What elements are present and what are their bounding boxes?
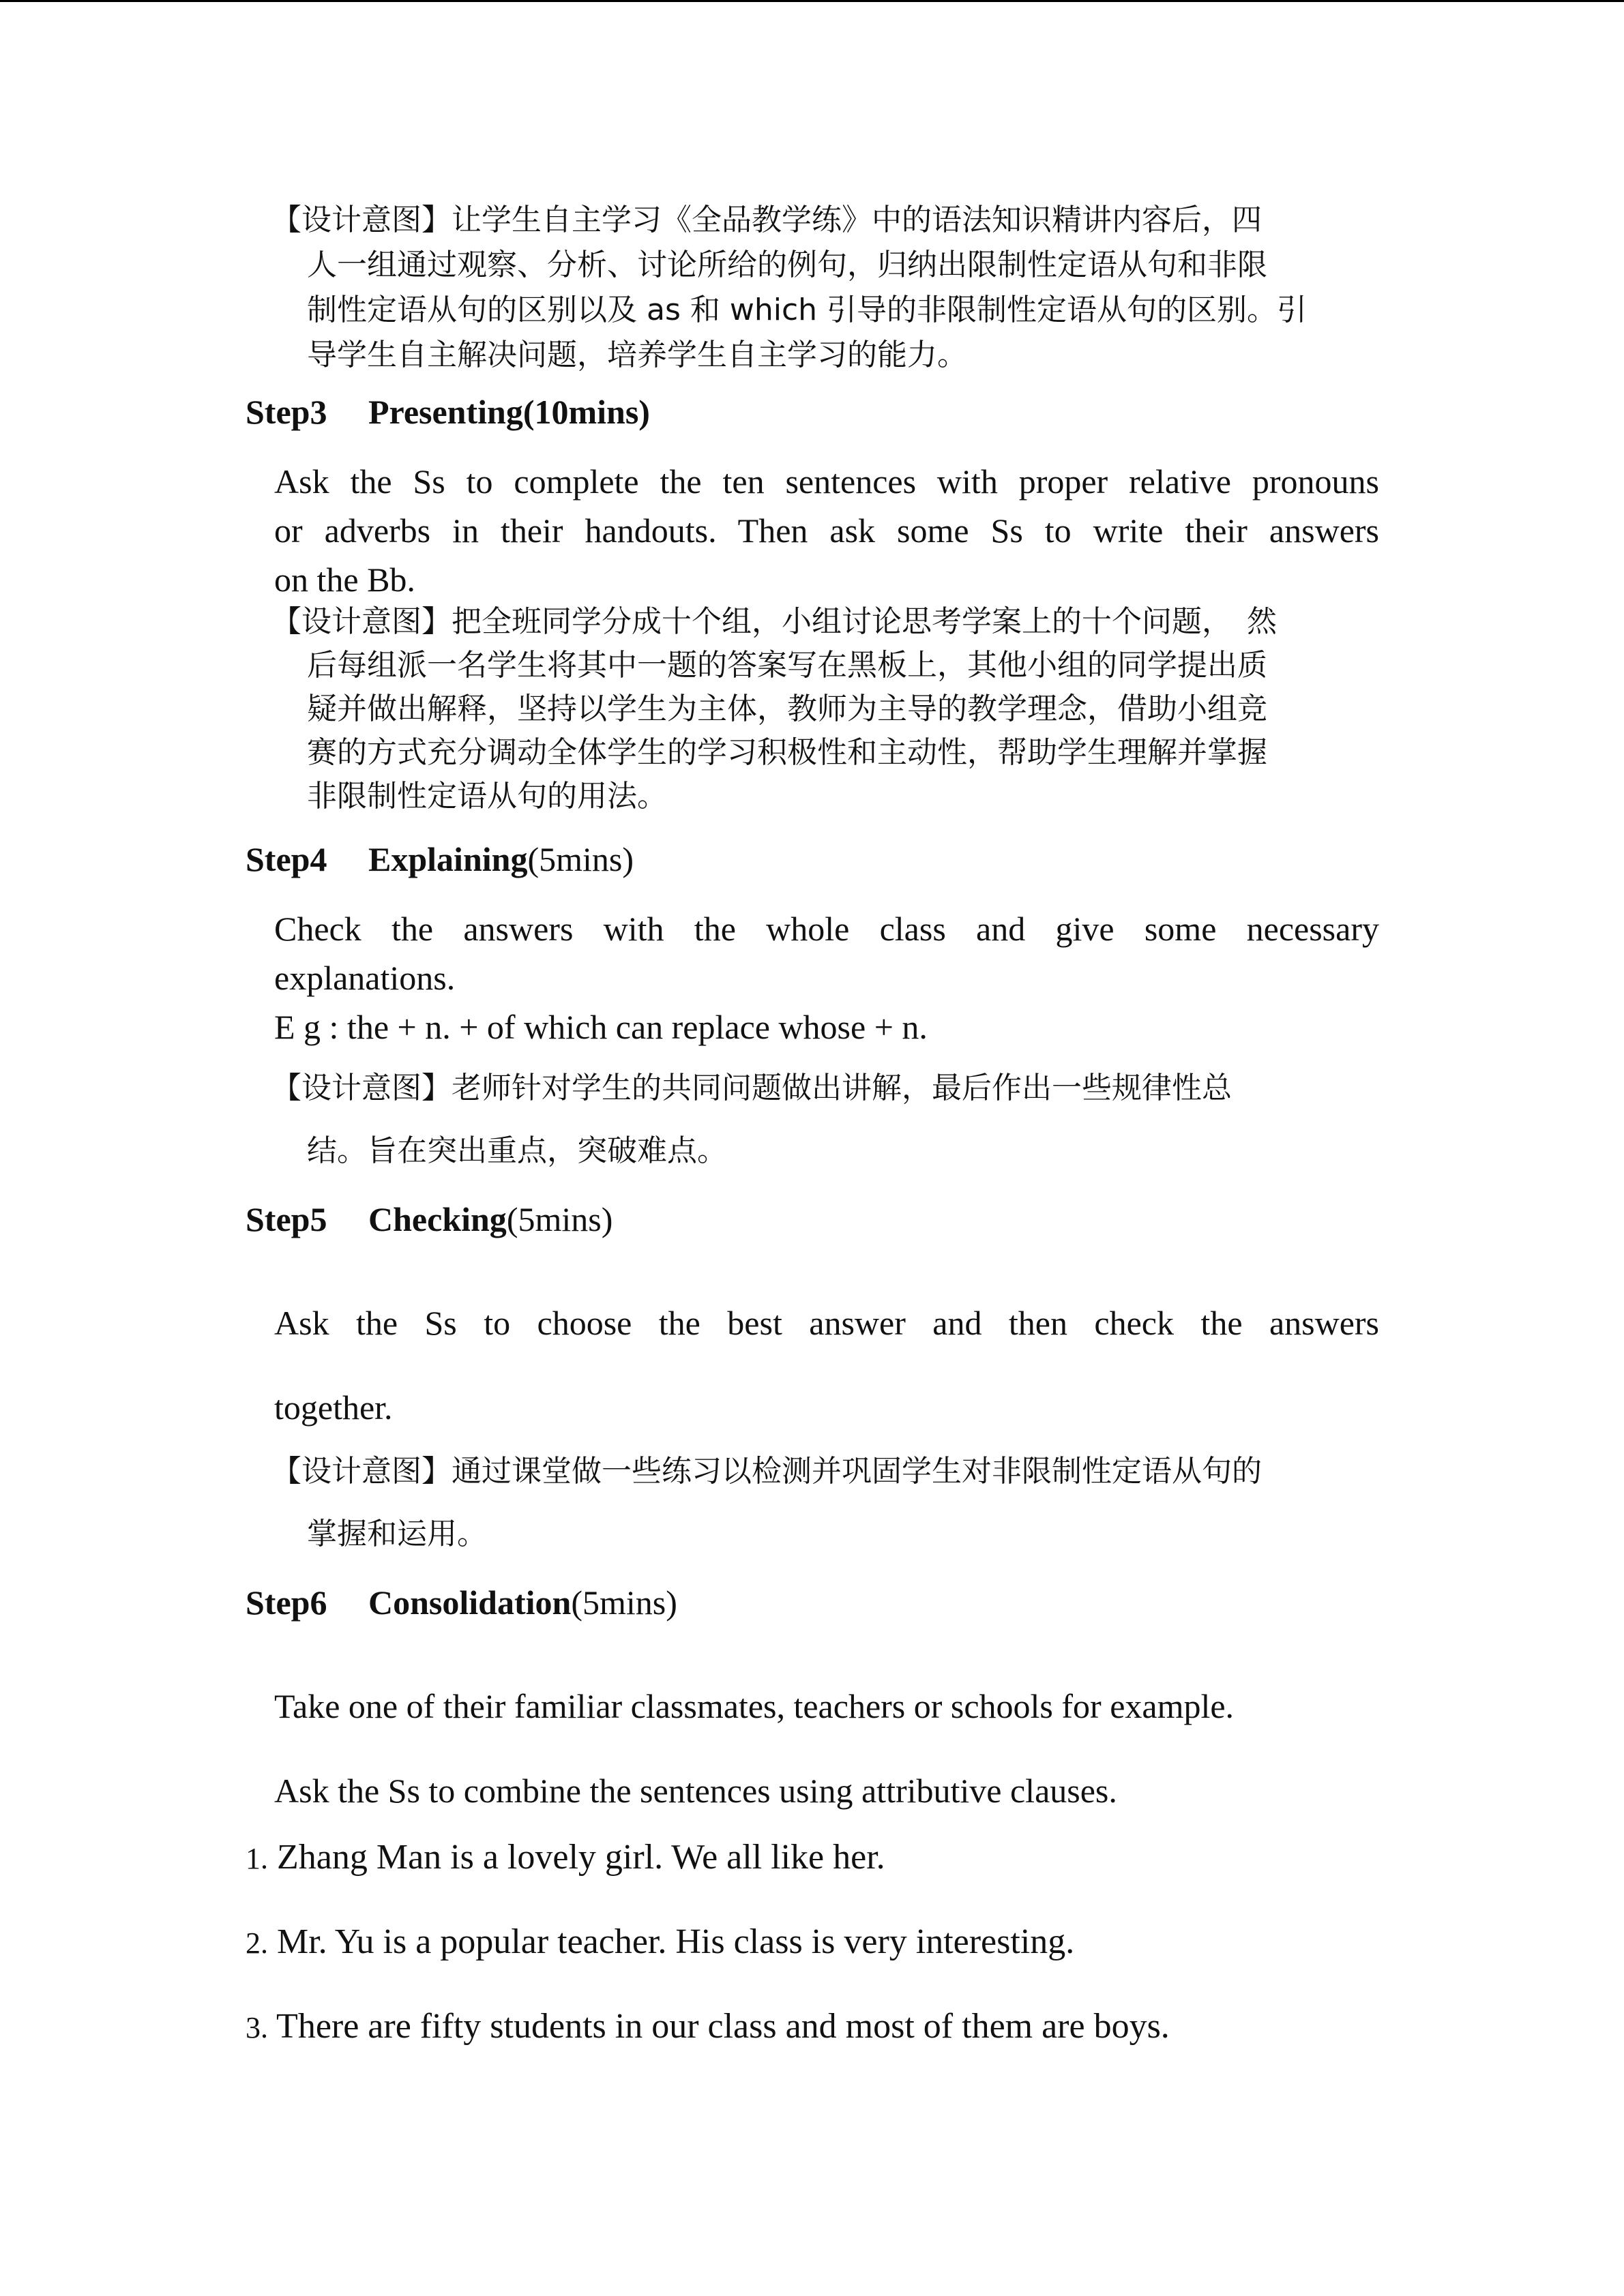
intent-line: 【设计意图】老师针对学生的共同问题做出讲解，最后作出一些规律性总 — [271, 1071, 1232, 1105]
exercise-number: 1. — [246, 1842, 268, 1875]
body-line: Take one of their familiar classmates, teachers or schools for example. — [274, 1687, 1235, 1725]
page-top-border — [0, 0, 1624, 2]
exercise-text: There are fifty students in our class and most of them are boys. — [268, 2007, 1170, 2046]
exercise-number: 3. — [246, 2011, 268, 2044]
body-line: Ask the Ss to choose the best answer and then check the answers — [274, 1304, 1379, 1342]
step6-heading — [246, 1582, 677, 1623]
body-line: on the Bb. — [274, 561, 415, 599]
body-line: explanations. — [274, 959, 456, 997]
intent-line: 赛的方式充分调动全体学生的学习积极性和主动性，帮助学生理解并掌握 — [307, 735, 1267, 770]
step6-instructions — [274, 1664, 1379, 1833]
intent-line: 导学生自主解决问题，培养学生自主学习的能力。 — [307, 338, 967, 372]
step-time: (5mins) — [506, 1200, 613, 1238]
step5-heading — [246, 1199, 612, 1240]
intent-line: 【设计意图】通过课堂做一些练习以检测并巩固学生对非限制性定语从句的 — [271, 1454, 1262, 1489]
intent-line: 人一组通过观察、分析、讨论所给的例句，归纳出限制性定语从句和非限 — [307, 248, 1267, 282]
body-line: or adverbs in their handouts. Then ask some Ss to write their answers — [274, 511, 1379, 550]
exercise-item — [246, 1837, 885, 1879]
step4-design-intent — [271, 1057, 1363, 1182]
exercise-item — [246, 2006, 1170, 2048]
exercise-text: Zhang Man is a lovely girl. We all like her. — [268, 1838, 885, 1877]
step-number: Step4 — [246, 840, 327, 878]
step2-design-intent — [271, 198, 1363, 378]
exercise-text: Mr. Yu is a popular teacher. His class is very interesting. — [268, 1922, 1075, 1961]
body-line: Check the answers with the whole class and give some necessary — [274, 910, 1379, 948]
step3-instructions — [274, 457, 1379, 604]
step-title: Checking — [368, 1200, 507, 1238]
step-time: (5mins) — [527, 840, 634, 878]
intent-line: 掌握和运用。 — [307, 1517, 487, 1551]
step-number: Step3 — [246, 393, 327, 431]
exercise-number: 2. — [246, 1926, 268, 1960]
body-line: together. — [274, 1388, 393, 1427]
step-title: Explaining — [368, 840, 528, 878]
intent-line: 非限制性定语从句的用法。 — [307, 779, 667, 814]
step-title: Consolidation — [368, 1583, 572, 1622]
step-time: (5mins) — [571, 1583, 677, 1622]
intent-line: 【设计意图】让学生自主学习《全品教学练》中的语法知识精讲内容后，四 — [271, 203, 1262, 237]
intent-line: 后每组派一名学生将其中一题的答案写在黑板上，其他小组的同学提出质 — [307, 648, 1267, 683]
step3-heading — [246, 391, 650, 432]
step-number: Step5 — [246, 1200, 327, 1238]
intent-line: 疑并做出解释，坚持以学生为主体，教师为主导的教学理念，借助小组竞 — [307, 691, 1267, 726]
step3-design-intent — [271, 600, 1363, 818]
intent-line: 制性定语从句的区别以及 as 和 which 引导的非限制性定语从句的区别。引 — [307, 293, 1308, 327]
body-line: Ask the Ss to combine the sentences using attributive clauses. — [274, 1772, 1117, 1810]
intent-line: 结。旨在突出重点，突破难点。 — [307, 1133, 727, 1168]
exercise-item — [246, 1922, 1074, 1964]
step-number: Step6 — [246, 1583, 327, 1622]
step4-instructions — [274, 904, 1379, 1052]
step5-design-intent — [271, 1440, 1363, 1566]
body-line: E g : the + n. + of which can replace whose + n. — [274, 1008, 928, 1046]
step4-heading — [246, 839, 634, 880]
intent-line: 【设计意图】把全班同学分成十个组，小组讨论思考学案上的十个问题， 然 — [271, 604, 1277, 639]
body-line: Ask the Ss to complete the ten sentences with proper relative pronouns — [274, 462, 1379, 501]
step5-instructions — [274, 1281, 1379, 1450]
step-title: Presenting(10mins) — [368, 393, 650, 431]
